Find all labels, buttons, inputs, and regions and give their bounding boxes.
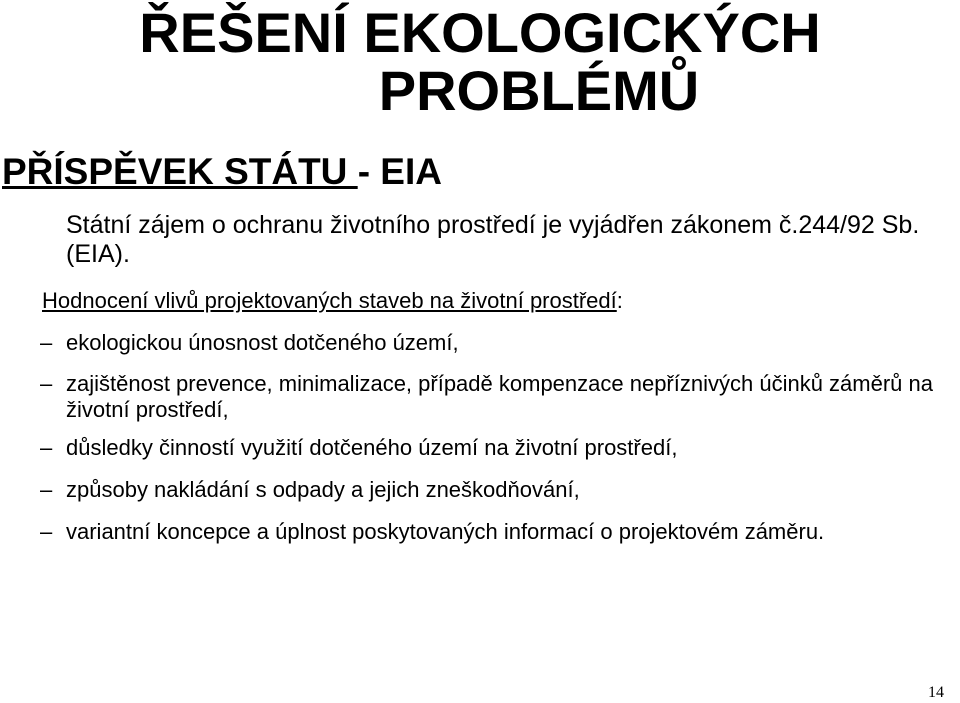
intro-paragraph: Státní zájem o ochranu životního prostředí je vyjádřen zákonem č.244/92 Sb. (EIA). (66, 211, 920, 268)
section-heading-underlined: Hodnocení vlivů projektovaných staveb na životní prostředí (42, 288, 617, 313)
dash-bullet: – (40, 371, 53, 396)
list-item (0, 519, 940, 545)
list-item (0, 330, 940, 356)
page-title (40, 1, 920, 122)
dash-bullet: – (40, 435, 53, 460)
list-item (0, 477, 940, 503)
bullet-list (0, 330, 940, 545)
title-line-1: ŘEŠENÍ EKOLOGICKÝCH (139, 1, 821, 64)
list-item-text: způsoby nakládání s odpady a jejich zneškodňování, (66, 477, 580, 502)
list-item (0, 371, 940, 423)
section-heading-suffix: : (616, 288, 623, 313)
list-item-text: ekologickou únosnost dotčeného území, (66, 330, 459, 355)
section-heading (42, 287, 623, 315)
list-item-text: variantní koncepce a úplnost poskytovaných informací o projektovém záměru. (66, 519, 825, 544)
list-item-text: zajištěnost prevence, minimalizace, případě kompenzace nepříznivých účinků záměrů na životní prostředí, (66, 371, 933, 422)
page-number: 14 (928, 684, 944, 701)
dash-bullet: – (40, 519, 53, 544)
title-line-2: PROBLÉMŮ (378, 59, 700, 122)
list-item (0, 435, 940, 461)
dash-bullet: – (40, 477, 53, 502)
dash-bullet: – (40, 330, 53, 355)
subtitle-underlined: PŘÍSPĚVEK STÁTU (2, 151, 358, 192)
list-item-text: důsledky činností využití dotčeného území na životní prostředí, (66, 435, 678, 460)
subtitle-rest: - EIA (357, 151, 442, 192)
subtitle (2, 150, 442, 194)
